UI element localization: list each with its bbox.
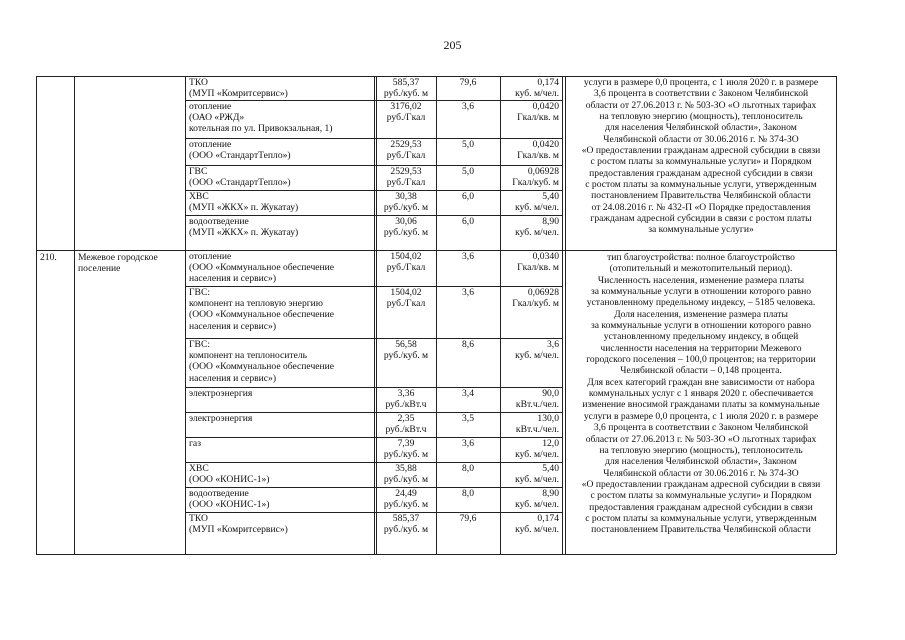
index-cell: 8,0 [462, 463, 474, 474]
norm-cell: 130,0 кВт.ч./чел. [515, 413, 559, 436]
norm-cell: 0,0420 Гкал/кв. м [517, 101, 559, 124]
norm-cell: 0,0420 Гкал/кв. м [517, 139, 559, 162]
index-cell: 5,0 [462, 166, 474, 177]
upper-note: услуги в размере 0,0 процента, с 1 июля 2020 г. в размере 3,6 процента в соответствии с Законом Челябинской области от 27.06.2013 г. № 503-ЗО «О льготных тарифах на тепловую энергию (мощность), теплоноситель для населения Челябинской области», Законом Челябинской области от 30.06.2016 г. № 374-ЗО «О предоставлении гражданам адресной субсидии в связи с ростом платы за коммунальные услуги» и Порядком предоставления гражданам адресной субсидии в связи с ростом платы за коммунальные услуги, утвержденным постановлением Правительства Челябинской области от 24.08.2016 г. № 432-П «О Порядке предоставления гражданам адресной субсидии в связи с ростом платы за коммунальные услуги» [581, 77, 821, 236]
norm-cell: 0,06928 Гкал/куб. м [512, 166, 559, 189]
norm-cell: 5,40 куб. м/чел. [515, 191, 559, 214]
norm-cell: 8,90 куб. м/чел. [515, 488, 559, 511]
index-cell: 3,6 [462, 251, 474, 262]
norm-cell: 0,0340 Гкал/кв. м [517, 251, 559, 274]
municipality-name: Межевое городское поселение [78, 252, 158, 275]
index-cell: 6,0 [462, 191, 474, 202]
index-cell: 3,4 [462, 388, 474, 399]
norm-cell: 90,0 кВт.ч./чел. [515, 388, 559, 411]
service-cell: ХВС (ООО «КОНИС-1») [189, 463, 270, 486]
tariff-cell: 24,49 руб./куб. м [383, 488, 429, 511]
tariff-cell: 2529,53 руб./Гкал [386, 166, 426, 189]
tariff-cell: 56,58 руб./куб. м [383, 339, 429, 362]
index-cell: 3,6 [462, 101, 474, 112]
norm-cell: 5,40 куб. м/чел. [515, 463, 559, 486]
index-cell: 5,0 [462, 139, 474, 150]
index-cell: 3,6 [462, 287, 474, 298]
index-cell: 79,6 [459, 77, 477, 88]
service-cell: электроэнергия [189, 388, 253, 399]
index-cell: 3,6 [462, 438, 474, 449]
service-cell: ГВС: компонент на тепловую энергию (ООО «Коммунальное обеспечение населения и сервис») [189, 287, 335, 332]
norm-cell: 0,06928 Гкал/куб. м [512, 287, 559, 310]
norm-cell: 3,6 куб. м/чел. [515, 339, 559, 362]
service-cell: отопление (ОАО «РЖД» котельная по ул. Привокзальная, 1) [189, 101, 333, 135]
page-number: 205 [443, 38, 462, 52]
row-number: 210. [40, 252, 57, 263]
tariff-cell: 30,38 руб./куб. м [383, 191, 429, 214]
index-cell: 3,5 [462, 413, 474, 424]
tariff-cell: 2529,53 руб./Гкал [386, 139, 426, 162]
tariff-cell: 30,06 руб./куб. м [383, 216, 429, 239]
tariff-cell: 585,37 руб./куб. м [383, 513, 429, 536]
tariff-cell: 1504,02 руб./Гкал [386, 251, 426, 274]
service-cell: газ [189, 438, 201, 449]
lower-note: тип благоустройства: полное благоустройство (отопительный и межотопительный период). Численность населения, изменение размера платы за коммунальные услуги в отношении которого равно установленному предельному индексу, – 5185 человека. Доля населения, изменение размера платы за коммунальные услуги в отношении которого равно установленному предельному индексу, в общей численности населения на территории Межевого городского поселения – 100,0 процентов; на территории Челябинской области – 0,148 процента. Для всех категорий граждан вне зависимости от набора коммунальных услуг с 1 января 2020 г. обеспечивается изменение вносимой гражданами платы за коммунальные услуги в размере 0,0 процента, с 1 июля 2020 г. в размере 3,6 процента в соответствии с Законом Челябинской области от 27.06.2013 г. № 503-ЗО «О льготных тарифах на тепловую энергию (мощность), теплоноситель для населения Челябинской области», Законом Челябинской области от 30.06.2016 г. № 374-ЗО «О предоставлении гражданам адресной субсидии в связи с ростом платы за коммунальные услуги» и Порядком предоставления гражданам адресной субсидии в связи с ростом платы за коммунальные услуги, утвержденным постановлением Правительства Челябинской области [581, 252, 821, 536]
norm-cell: 12,0 куб. м/чел. [515, 438, 559, 461]
norm-cell: 0,174 куб. м/чел. [515, 513, 559, 536]
tariff-cell: 585,37 руб./куб. м [383, 77, 429, 100]
index-cell: 79,6 [459, 513, 477, 524]
tariff-cell: 7,39 руб./куб. м [383, 438, 429, 461]
index-cell: 6,0 [462, 216, 474, 227]
service-cell: ГВС (ООО «СтандартТепло») [189, 166, 291, 189]
norm-cell: 8,90 куб. м/чел. [515, 216, 559, 239]
service-cell: электроэнергия [189, 413, 253, 424]
tariff-cell: 2,35 руб./кВт.ч [385, 413, 427, 436]
index-cell: 8,0 [462, 488, 474, 499]
tariff-cell: 1504,02 руб./Гкал [386, 287, 426, 310]
index-cell: 8,6 [462, 339, 474, 350]
service-cell: водоотведение (МУП «ЖКХ» п. Жукатау) [189, 216, 299, 239]
service-cell: ТКО (МУП «Комритсервис») [189, 513, 288, 536]
tariff-table [36, 76, 836, 554]
service-cell: ХВС (МУП «ЖКХ» п. Жукатау) [189, 191, 299, 214]
service-cell: водоотведение (ООО «КОНИС-1») [189, 488, 270, 511]
tariff-cell: 35,88 руб./куб. м [383, 463, 429, 486]
tariff-cell: 3,36 руб./кВт.ч [385, 388, 427, 411]
service-cell: ТКО (МУП «Комритсервис») [189, 77, 288, 100]
tariff-cell: 3176,02 руб./Гкал [386, 101, 426, 124]
norm-cell: 0,174 куб. м/чел. [515, 77, 559, 100]
service-cell: ГВС: компонент на теплоноситель (ООО «Коммунальное обеспечение населения и сервис») [189, 339, 335, 384]
service-cell: отопление (ООО «Коммунальное обеспечение населения и сервис») [189, 251, 335, 285]
service-cell: отопление (ООО «СтандартТепло») [189, 139, 291, 162]
